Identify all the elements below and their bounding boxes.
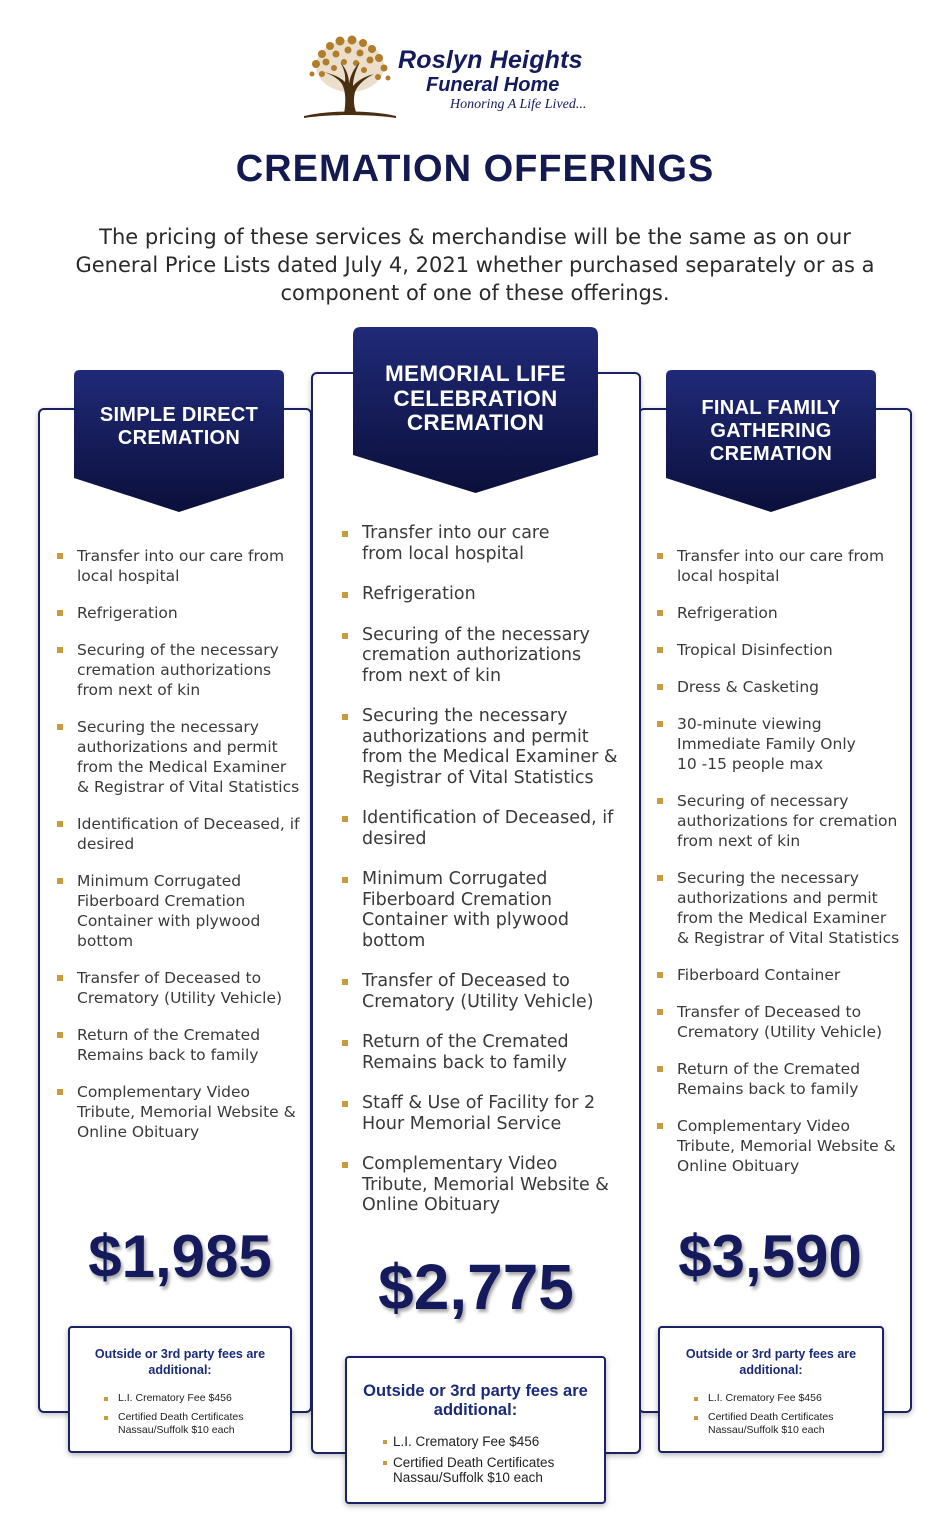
package-title-ribbon: [353, 327, 598, 493]
feature-list: [657, 546, 902, 1193]
feature-item: Transfer of Deceased to Crematory (Utility Vehicle): [342, 971, 627, 1012]
feature-item: Identification of Deceased, if desired: [57, 814, 302, 854]
feature-item: Complementary Video Tribute, Memorial Website & Online Obituary: [342, 1154, 627, 1216]
fees-notice-box: [68, 1326, 292, 1453]
page-title: CREMATION OFFERINGS: [235, 148, 715, 190]
feature-item: Minimum Corrugated Fiberboard Cremation Container with plywood bottom: [342, 869, 627, 951]
package-title-ribbon: [666, 370, 876, 512]
feature-item: Transfer into our care from local hospital: [57, 546, 302, 586]
feature-item: Securing of the necessary cremation authorizations from next of kin: [342, 625, 627, 687]
feature-item: Identification of Deceased, if desired: [342, 808, 627, 849]
feature-item: Securing the necessary authorizations and permit from the Medical Examiner & Registrar of Vital Statistics: [57, 717, 302, 797]
feature-item: Staff & Use of Facility for 2 Hour Memorial Service: [342, 1093, 627, 1134]
package-price: $2,775: [378, 1251, 574, 1323]
feature-list: [342, 523, 627, 1236]
funeral-home-logo: [300, 30, 660, 125]
feature-item: Transfer into our care from local hospital: [342, 523, 627, 564]
package-price: $1,985: [88, 1223, 272, 1290]
fees-notice-box: [658, 1326, 884, 1453]
fee-item: Certified Death Certificates Nassau/Suffolk $10 each: [104, 1411, 290, 1437]
feature-item: Tropical Disinfection: [657, 640, 902, 660]
feature-item: Securing of the necessary cremation authorizations from next of kin: [57, 640, 302, 700]
fee-item: L.I. Crematory Fee $456: [104, 1392, 290, 1405]
logo-name-line2: Funeral Home: [426, 74, 560, 96]
feature-item: Transfer of Deceased to Crematory (Utility Vehicle): [657, 1002, 902, 1042]
feature-list: [57, 546, 302, 1159]
feature-item: Refrigeration: [657, 603, 902, 623]
fee-item: L.I. Crematory Fee $456: [383, 1434, 604, 1449]
fee-item: L.I. Crematory Fee $456: [694, 1392, 882, 1405]
feature-item: 30-minute viewing Immediate Family Only 10 -15 people max: [657, 714, 902, 774]
package-title-line: CREMATION: [709, 443, 833, 465]
feature-item: Securing the necessary authorizations and permit from the Medical Examiner & Registrar of Vital Statistics: [342, 706, 627, 788]
fees-notice-box: [345, 1356, 606, 1504]
feature-item: Refrigeration: [342, 584, 627, 605]
package-title-line: SIMPLE DIRECT: [99, 404, 259, 426]
feature-item: Securing the necessary authorizations and permit from the Medical Examiner & Registrar of Vital Statistics: [657, 868, 902, 948]
feature-item: Return of the Cremated Remains back to family: [342, 1032, 627, 1073]
tree-icon: [300, 32, 398, 120]
package-title-line: MEMORIAL LIFE: [385, 361, 566, 386]
feature-item: Return of the Cremated Remains back to family: [657, 1059, 902, 1099]
package-title-line: CELEBRATION: [393, 385, 558, 411]
intro-text: The pricing of these services & merchandise will be the same as on our General Price Lists dated July 4, 2021 whether purchased separately or as a component of one of these offerings.: [75, 225, 875, 305]
feature-item: Complementary Video Tribute, Memorial Website & Online Obituary: [657, 1116, 902, 1176]
package-title-ribbon: [74, 370, 284, 512]
feature-item: Refrigeration: [57, 603, 302, 623]
package-title-line: CREMATION: [117, 427, 241, 449]
fee-item: Certified Death Certificates Nassau/Suffolk $10 each: [383, 1455, 604, 1485]
feature-item: Transfer into our care from local hospital: [657, 546, 902, 586]
logo-name-line1: Roslyn Heights: [398, 46, 583, 74]
feature-item: Complementary Video Tribute, Memorial Website & Online Obituary: [57, 1082, 302, 1142]
package-title-line: FINAL FAMILY: [701, 397, 841, 419]
feature-item: Return of the Cremated Remains back to family: [57, 1025, 302, 1065]
package-price: $3,590: [678, 1223, 862, 1290]
fees-heading: Outside or 3rd party fees are additional:: [685, 1347, 857, 1377]
feature-item: Fiberboard Container: [657, 965, 902, 985]
package-title-line: CREMATION: [406, 410, 545, 435]
feature-item: Dress & Casketing: [657, 677, 902, 697]
fee-item: Certified Death Certificates Nassau/Suffolk $10 each: [694, 1411, 882, 1437]
package-title-line: GATHERING: [710, 420, 832, 442]
feature-item: Minimum Corrugated Fiberboard Cremation Container with plywood bottom: [57, 871, 302, 951]
feature-item: Transfer of Deceased to Crematory (Utility Vehicle): [57, 968, 302, 1008]
logo-tagline: Honoring A Life Lived...: [450, 97, 587, 112]
feature-item: Securing of necessary authorizations for cremation from next of kin: [657, 791, 902, 851]
fees-heading: Outside or 3rd party fees are additional:: [94, 1347, 266, 1377]
fees-heading: Outside or 3rd party fees are additional:: [363, 1382, 588, 1419]
